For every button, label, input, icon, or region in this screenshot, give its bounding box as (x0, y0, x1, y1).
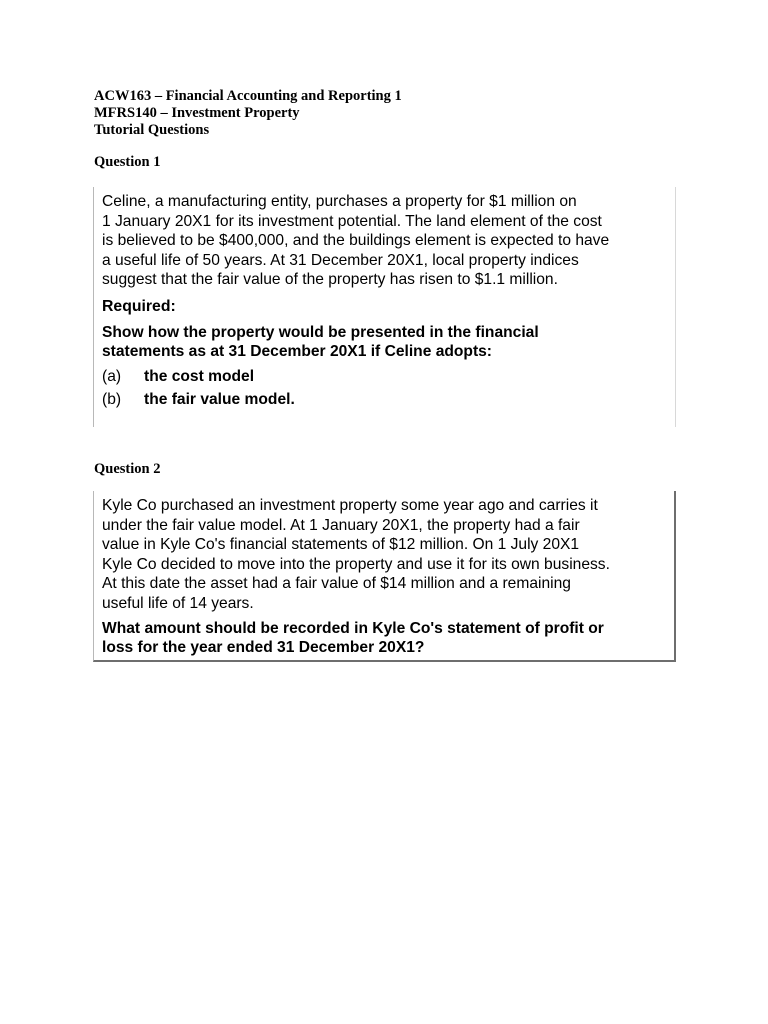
document-subtitle: Tutorial Questions (94, 122, 210, 138)
scenario-line: Kyle Co purchased an investment property some year ago and carries it (102, 497, 598, 514)
option-b (102, 390, 675, 410)
course-title: ACW163 – Financial Accounting and Reporting 1 (94, 88, 402, 104)
standard-title: MFRS140 – Investment Property (94, 105, 300, 121)
scenario-line: Kyle Co decided to move into the property and use it for its own business. (102, 555, 610, 573)
question-1-instruction (102, 323, 675, 362)
scenario-line: Celine, a manufacturing entity, purchases a property for $1 million on (102, 193, 577, 210)
question-2-scenario (102, 496, 674, 614)
scenario-line: 1 January 20X1 for its investment potential. The land element of the cost (102, 212, 602, 230)
document-header (94, 88, 402, 139)
option-a (102, 367, 675, 387)
scenario-line: At this date the asset had a fair value of $14 million and a remaining (102, 575, 571, 593)
question-1-box (93, 187, 676, 427)
instruction-line: loss for the year ended 31 December 20X1? (102, 639, 425, 657)
scenario-line: is believed to be $400,000, and the buildings element is expected to have (102, 232, 610, 250)
question-2-label: Question 2 (94, 461, 161, 477)
question-1-label: Question 1 (94, 154, 161, 170)
question-2-instruction (102, 619, 674, 658)
option-a-text: the cost model (144, 367, 255, 385)
question-1-options (102, 367, 675, 410)
required-heading: Required: (102, 297, 176, 315)
instruction-line: What amount should be recorded in Kyle Co's statement of profit or (102, 619, 604, 637)
scenario-line: under the fair value model. At 1 January 20X1, the property had a fair (102, 516, 580, 534)
scenario-line: useful life of 14 years. (102, 594, 254, 612)
instruction-line: statements as at 31 December 20X1 if Celine adopts: (102, 343, 493, 361)
option-b-text: the fair value model. (144, 391, 295, 409)
question-1-scenario (102, 192, 675, 290)
scenario-line: value in Kyle Co's financial statements of $12 million. On 1 July 20X1 (102, 536, 580, 554)
scenario-line: a useful life of 50 years. At 31 December 20X1, local property indices (102, 251, 579, 269)
scenario-line: suggest that the fair value of the property has risen to $1.1 million. (102, 271, 558, 289)
option-a-label: (a) (102, 367, 122, 385)
instruction-line: Show how the property would be presented in the financial (102, 323, 539, 341)
option-b-label: (b) (102, 391, 122, 409)
question-2-box (93, 491, 676, 662)
